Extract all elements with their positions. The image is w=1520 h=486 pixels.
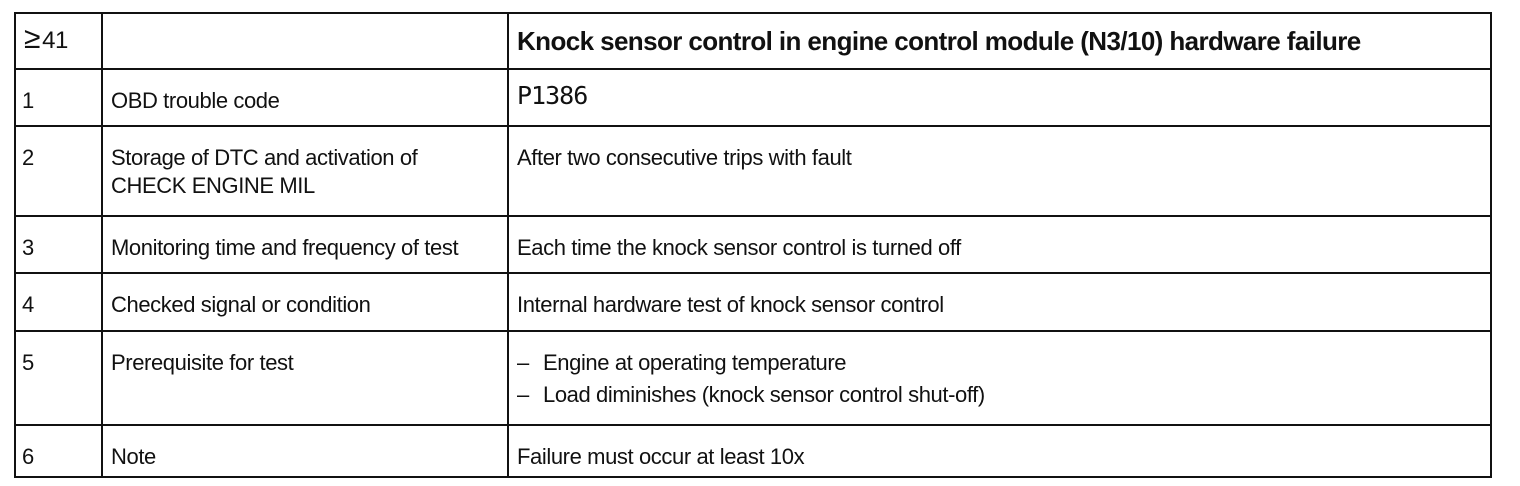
- list-item-text: Engine at operating temperature: [543, 350, 847, 375]
- table-row: [15, 126, 1491, 216]
- row-value: After two consecutive trips with fault: [517, 145, 852, 170]
- dash-bullet-icon: –: [517, 350, 529, 375]
- dash-bullet-icon: –: [517, 382, 529, 407]
- row-label-line-2: CHECK ENGINE MIL: [111, 173, 315, 198]
- list-item: [517, 347, 1490, 379]
- table-row: [15, 216, 1491, 273]
- page-title: Knock sensor control in engine control module (N3/10) hardware failure: [517, 26, 1361, 56]
- row-value: Internal hardware test of knock sensor control: [517, 292, 944, 317]
- dtc-sheet: [14, 12, 1490, 478]
- table-row: [15, 331, 1491, 425]
- table-row: [15, 425, 1491, 477]
- table-header-row: [15, 13, 1491, 69]
- table-row: [15, 69, 1491, 126]
- row-label-line-1: Storage of DTC and activation of: [111, 145, 418, 170]
- row-value: Failure must occur at least 10x: [517, 444, 805, 469]
- row-number: 6: [22, 444, 34, 469]
- row-label: Note: [111, 444, 156, 469]
- row-number: 5: [22, 350, 34, 375]
- row-number: 2: [22, 145, 34, 170]
- dtc-table: [14, 12, 1492, 478]
- list-item-text: Load diminishes (knock sensor control shut-off): [543, 382, 985, 407]
- row-label: OBD trouble code: [111, 88, 280, 113]
- list-item: [517, 379, 1490, 411]
- step-number: 41: [42, 27, 68, 54]
- row-label: Monitoring time and frequency of test: [111, 235, 459, 260]
- row-label: Checked signal or condition: [111, 292, 371, 317]
- row-number: 1: [22, 88, 34, 113]
- row-number: 4: [22, 292, 34, 317]
- step-arrow-icon: ≥: [24, 22, 41, 55]
- row-label: Prerequisite for test: [111, 350, 294, 375]
- row-value: Each time the knock sensor control is turned off: [517, 235, 961, 260]
- header-empty-cell: [102, 13, 508, 69]
- table-row: [15, 273, 1491, 331]
- title-cell: [508, 13, 1491, 69]
- step-cell: [15, 13, 102, 69]
- trouble-code: P1386: [517, 81, 588, 110]
- prerequisite-list: [509, 332, 1490, 411]
- row-number: 3: [22, 235, 34, 260]
